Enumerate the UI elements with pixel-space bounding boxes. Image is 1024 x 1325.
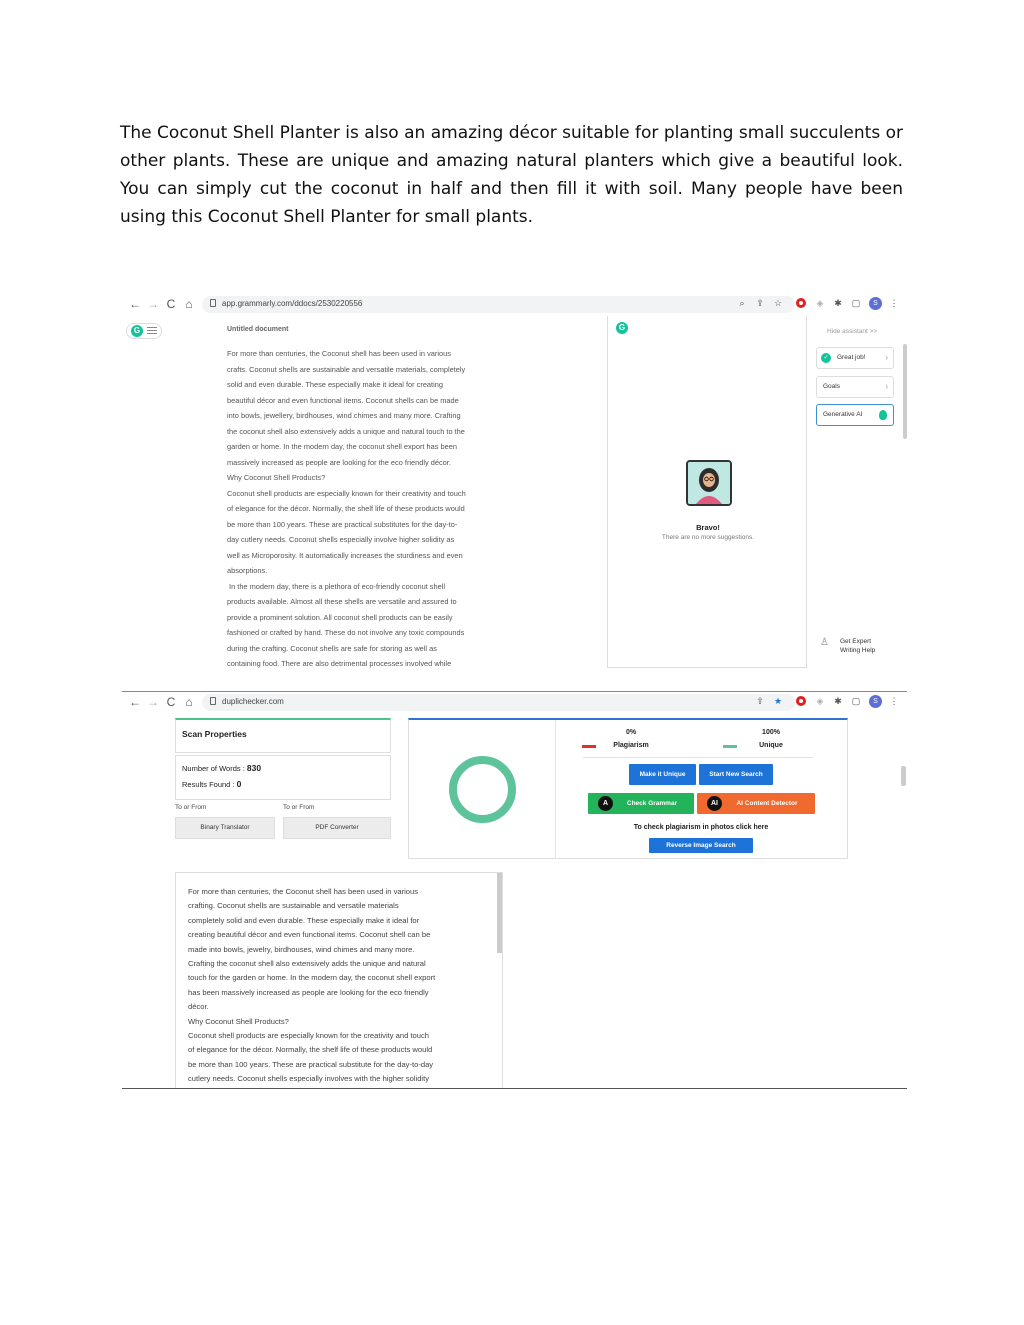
share-icon[interactable]: ⇪: [756, 696, 764, 706]
hide-assistant-link[interactable]: Hide assistant >>: [827, 328, 878, 335]
chevron-right-icon: ›: [885, 353, 888, 362]
binary-translator-button[interactable]: Binary Translator: [175, 817, 275, 839]
forward-icon[interactable]: →: [147, 695, 159, 709]
side-panel-icon[interactable]: ▢: [851, 298, 861, 308]
side-panel-icon[interactable]: ▢: [851, 696, 861, 706]
text-line: solid and even durable. These especially make it ideal for creating: [227, 380, 443, 389]
great-job-card[interactable]: ✓ Great job! ›: [816, 347, 894, 369]
unique-percent: 100%: [762, 729, 780, 736]
text-line: In the modern day, there is a plethora of eco-friendly coconut shell: [227, 581, 446, 591]
to-or-from-label: To or From: [283, 804, 315, 811]
text-line: touch for the garden or home. In the modern day, the coconut shell export: [188, 973, 436, 983]
puzzle-icon[interactable]: ✱: [834, 696, 842, 706]
scan-stats-panel: [175, 755, 391, 800]
start-new-search-button[interactable]: Start New Search: [699, 764, 773, 785]
text-line: Crafting the coconut shell also extensively adds the unique and natural: [188, 959, 426, 969]
scan-properties-panel: [175, 718, 391, 753]
text-line: into bowls, jewellery, birdhouses, wind chimes and many more. Crafting: [227, 411, 461, 420]
unique-label: Unique: [759, 742, 783, 749]
browser-toolbar: [122, 692, 907, 714]
text-line: crafts. Coconut shells are sustainable and versatile materials, completely: [227, 364, 466, 374]
text-line: Why Coconut Shell Products?: [188, 1016, 289, 1026]
home-icon[interactable]: ⌂: [185, 297, 193, 311]
text-line: the coconut shell also extensively adds a unique and natural touch to the: [227, 426, 465, 436]
make-it-unique-button[interactable]: Make it Unique: [629, 764, 696, 785]
result-panel: [408, 718, 848, 859]
text-line: provide a prominent solution. All coconut shell products can be easily: [227, 612, 453, 622]
pdf-converter-button[interactable]: PDF Converter: [283, 817, 391, 839]
input-text[interactable]: [188, 885, 488, 1087]
back-icon[interactable]: ←: [129, 297, 141, 311]
assistant-pane: [607, 316, 807, 668]
duplichecker-screenshot: [122, 691, 907, 1089]
text-line: has been massively increased as people are looking for the eco friendly: [188, 987, 429, 997]
reverse-image-search-button[interactable]: Reverse Image Search: [649, 838, 753, 853]
generative-ai-card[interactable]: Generative AI: [816, 404, 894, 426]
text-line: of elegance for the décor. Normally, the shelf life of these products would: [227, 504, 465, 513]
grammarly-screenshot: [122, 294, 907, 690]
puzzle-icon[interactable]: ✱: [834, 298, 842, 308]
ai-icon: AI: [707, 796, 722, 811]
address-url: app.grammarly.com/ddocs/2530220556: [222, 299, 363, 308]
shield-icon[interactable]: ◈: [816, 696, 824, 706]
lock-icon: [210, 697, 216, 705]
text-line: be more than 100 years. These are practical substitute for the day-to-day: [188, 1059, 434, 1069]
to-or-from-label: To or From: [175, 804, 207, 811]
text-line: massively increased as people are looking for the eco friendly décor.: [227, 457, 451, 467]
page-scrollbar[interactable]: [901, 766, 906, 786]
assistant-sidebar: [812, 316, 907, 690]
check-icon: ✓: [821, 353, 831, 363]
intro-paragraph: The Coconut Shell Planter is also an amazing décor suitable for planting small succulents or other plants. These are unique and amazing natural planters which give a beautiful look. You can simply cut the coconut in half and then fill it with soil. Many people have been using this Coconut Shell Planter for small plants.: [120, 123, 903, 227]
text-line: Coconut shell products are especially known for their creativity and touch: [227, 488, 466, 498]
text-area-scrollbar[interactable]: [497, 873, 502, 953]
text-line: day cutlery needs. Coconut shells especially involve higher solidity as: [227, 535, 455, 544]
grammar-icon: A: [598, 796, 613, 811]
lightbulb-icon: [879, 410, 887, 420]
results-count: Results Found : 0: [182, 779, 242, 789]
text-line: cutlery needs. Coconut shells especially involves with the higher solidity: [188, 1074, 430, 1084]
scrollbar[interactable]: [903, 344, 907, 439]
bravo-subtitle: There are no more suggestions.: [661, 534, 755, 541]
goals-card[interactable]: Goals ›: [816, 376, 894, 398]
menu-icon[interactable]: ⋮: [889, 696, 899, 706]
share-icon[interactable]: ⇪: [756, 298, 764, 308]
text-line: of elegance for the décor. Normally, the shelf life of these products would: [188, 1045, 433, 1055]
unique-ring-chart: [449, 756, 516, 823]
text-line: For more than centuries, the Coconut shell has been used in various: [227, 349, 451, 358]
divider: [583, 757, 813, 758]
scan-properties-title: Scan Properties: [182, 729, 247, 739]
plagiarism-label: Plagiarism: [613, 742, 649, 749]
text-line: Coconut shell products are especially known for the creativity and touch: [188, 1031, 430, 1041]
shield-icon[interactable]: ◈: [816, 298, 824, 308]
text-line: made into bowls, jewelry, birdhouses, wind chimes and many more.: [188, 944, 415, 954]
grammarly-logo-icon: G: [131, 325, 143, 337]
text-line: completely solid and even durable. These especially make it ideal for: [188, 915, 420, 925]
document-title[interactable]: Untitled document: [227, 326, 289, 333]
plagiarism-legend-line: [582, 745, 596, 748]
home-icon[interactable]: ⌂: [185, 695, 193, 709]
star-icon[interactable]: ★: [773, 696, 783, 706]
text-line: be more than 100 years. These are practical substitutes for the day-to-: [227, 519, 458, 529]
opera-extension-icon[interactable]: [796, 298, 806, 308]
grammarly-menu-pill[interactable]: [126, 323, 162, 339]
input-text-area[interactable]: [175, 872, 503, 1089]
avatar[interactable]: S: [869, 297, 882, 310]
address-bar[interactable]: [202, 694, 795, 711]
text-line: containing food. There are also detrimental processes involved while: [227, 659, 452, 668]
forward-icon[interactable]: →: [147, 297, 159, 311]
text-line: creating beautiful décor and even functional items. Coconut shell can be: [188, 930, 431, 940]
text-line: well as Microporosity. It automatically increases the sturdiness and even: [227, 550, 463, 560]
expert-help-icon: ♙: [820, 637, 829, 648]
document-body[interactable]: [227, 346, 517, 672]
reload-icon[interactable]: C: [166, 297, 176, 311]
menu-icon[interactable]: ⋮: [889, 298, 899, 308]
expert-help-link[interactable]: Get Expert Writing Help: [840, 638, 876, 654]
avatar[interactable]: S: [869, 695, 882, 708]
text-line: Why Coconut Shell Products?: [227, 473, 326, 482]
text-line: products available. Almost all these shells are versatile and assured to: [227, 597, 457, 606]
word-count: Number of Words : 830: [182, 763, 262, 773]
text-line: during the crafting. Coconut shells are safe for storing as well as: [227, 643, 437, 653]
browser-toolbar: [122, 294, 907, 316]
opera-extension-icon[interactable]: [796, 696, 806, 706]
star-icon[interactable]: ☆: [773, 298, 783, 308]
reload-icon[interactable]: C: [166, 695, 176, 709]
text-line: fashioned or crafted by hand. These do not involve any toxic compounds: [227, 628, 465, 637]
lock-icon: [210, 299, 216, 307]
text-line: garden or home. In the modern day, the coconut shell export has been: [227, 442, 457, 451]
grammarly-logo-icon: G: [616, 322, 628, 334]
back-icon[interactable]: ←: [129, 695, 141, 709]
divider: [555, 720, 556, 859]
chevron-right-icon: ›: [885, 382, 888, 391]
text-line: For more than centuries, the Coconut shell has been used in various: [188, 887, 419, 896]
text-line: beautiful décor and even functional items. Coconut shells can be made: [227, 395, 459, 405]
hamburger-icon: [147, 327, 157, 328]
address-bar[interactable]: [202, 296, 795, 313]
mascot-icon: [686, 460, 732, 506]
plagiarism-percent: 0%: [625, 729, 637, 736]
check-grammar-button[interactable]: A Check Grammar: [588, 793, 694, 814]
ai-content-detector-button[interactable]: AI AI Content Detector: [697, 793, 815, 814]
address-url: duplichecker.com: [222, 697, 284, 706]
zoom-icon[interactable]: ⌕: [739, 298, 745, 308]
text-line: crafting. Coconut shells are sustainable and versatile materials: [188, 901, 399, 911]
text-line: absorptions.: [227, 566, 268, 575]
unique-legend-line: [723, 745, 737, 748]
text-line: décor.: [188, 1002, 209, 1012]
photos-hint: To check plagiarism in photos click here: [633, 824, 769, 831]
bravo-title: Bravo!: [696, 523, 720, 532]
